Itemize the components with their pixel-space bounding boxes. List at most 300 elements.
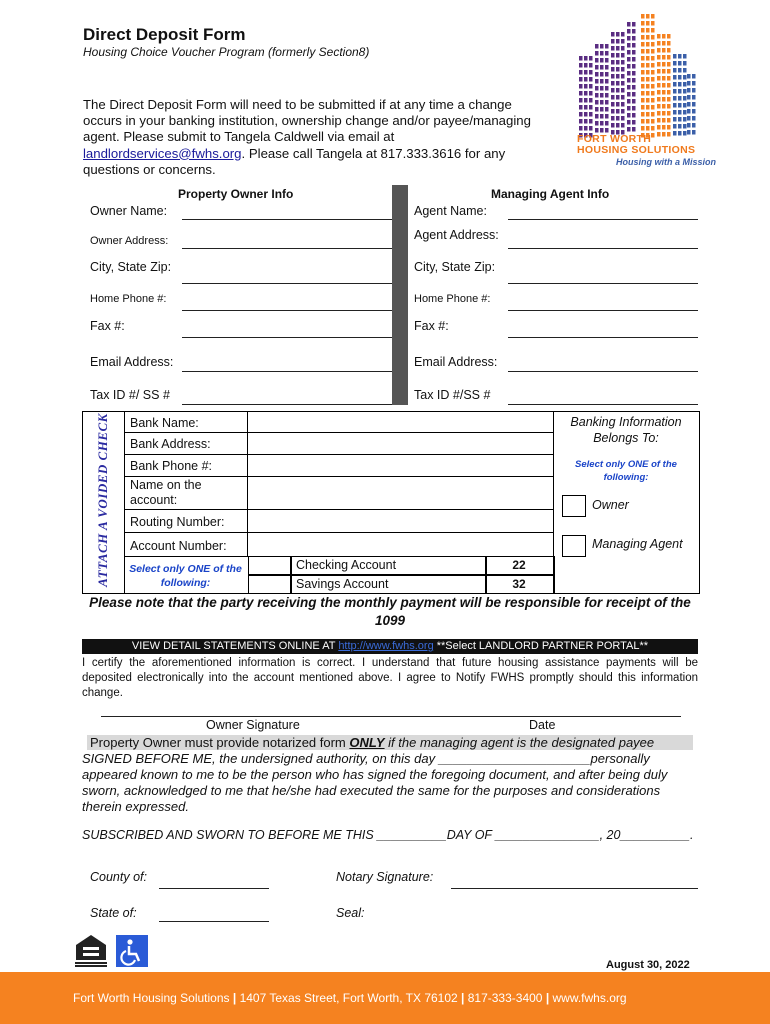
- logo-window: [646, 56, 650, 61]
- logo-window: [616, 39, 620, 44]
- logo-window: [678, 82, 682, 87]
- logo-window: [673, 117, 677, 122]
- checking-code: 22: [512, 558, 526, 572]
- logo-window: [621, 88, 625, 93]
- logo-window: [611, 102, 615, 107]
- logo-window: [641, 35, 645, 40]
- logo-window: [611, 109, 615, 114]
- logo-window: [667, 111, 671, 116]
- logo-window: [600, 65, 604, 70]
- logo-window: [667, 48, 671, 53]
- logo-window: [641, 84, 645, 89]
- notary-signature-label: Notary Signature:: [336, 870, 434, 884]
- logo-window: [657, 118, 661, 123]
- logo-window: [662, 41, 666, 46]
- logo-window: [687, 102, 691, 107]
- logo-window: [692, 88, 696, 93]
- logo-window: [651, 112, 655, 117]
- logo-window: [621, 123, 625, 128]
- owner-city-field[interactable]: [182, 283, 392, 284]
- agent-name-label: Agent Name:: [414, 204, 487, 218]
- agent-city-label: City, State Zip:: [414, 260, 496, 274]
- logo-window: [616, 102, 620, 107]
- logo-window: [641, 105, 645, 110]
- logo-window: [651, 91, 655, 96]
- logo-window: [662, 111, 666, 116]
- agent-name-field[interactable]: [508, 219, 698, 220]
- agent-city-field[interactable]: [508, 283, 698, 284]
- owner-phone-field[interactable]: [182, 310, 392, 311]
- fwhs-portal-link[interactable]: http://www.fwhs.org: [338, 640, 434, 652]
- account-name-label: Name on the account:: [130, 478, 202, 507]
- voided-check-label: ATTACH A VOIDED CHECK: [95, 413, 110, 587]
- logo-window: [627, 71, 631, 76]
- logo-window: [667, 62, 671, 67]
- logo-window: [605, 100, 609, 105]
- logo-window: [595, 65, 599, 70]
- logo-window: [667, 76, 671, 81]
- logo-window: [595, 107, 599, 112]
- footer: [0, 972, 770, 1024]
- logo-window: [584, 70, 588, 75]
- logo-window: [673, 61, 677, 66]
- owner-fax-label: Fax #:: [90, 319, 125, 333]
- logo-window: [673, 110, 677, 115]
- logo-window: [621, 109, 625, 114]
- logo-window: [657, 41, 661, 46]
- intro-paragraph: [83, 97, 553, 178]
- notary-only: ONLY: [349, 735, 385, 750]
- bank-phone-label: Bank Phone #:: [130, 459, 213, 473]
- logo-window: [579, 63, 583, 68]
- logo-window: [646, 105, 650, 110]
- owner-address-field[interactable]: [182, 248, 392, 249]
- notary-heading-text: Property Owner must provide notarized form: [90, 735, 350, 750]
- logo-window: [651, 14, 655, 19]
- logo-window: [605, 121, 609, 126]
- logo-window: [651, 28, 655, 33]
- logo-window: [632, 127, 636, 132]
- logo-window: [646, 42, 650, 47]
- owner-name-field[interactable]: [182, 219, 392, 220]
- email-link[interactable]: landlordservices@fwhs.org: [83, 145, 242, 161]
- logo-window: [611, 53, 615, 58]
- bank-phone-field[interactable]: [248, 455, 553, 476]
- logo-window: [692, 109, 696, 114]
- owner-fax-field[interactable]: [182, 337, 392, 338]
- logo-window: [600, 86, 604, 91]
- logo-window: [667, 41, 671, 46]
- logo-window: [632, 120, 636, 125]
- logo-window: [632, 92, 636, 97]
- agent-fax-label: Fax #:: [414, 319, 449, 333]
- logo-window: [667, 118, 671, 123]
- logo-window: [667, 34, 671, 39]
- logo-window: [611, 46, 615, 51]
- equal-housing-icon: [72, 933, 110, 969]
- logo-window: [611, 88, 615, 93]
- logo-window: [584, 63, 588, 68]
- logo-window: [616, 60, 620, 65]
- logo-window: [692, 123, 696, 128]
- logo-window: [579, 84, 583, 89]
- logo-window: [589, 105, 593, 110]
- logo-window: [579, 91, 583, 96]
- logo-window: [611, 32, 615, 37]
- logo-window: [641, 49, 645, 54]
- logo-window: [579, 70, 583, 75]
- logo-window: [589, 112, 593, 117]
- owner-option-label: Owner: [592, 498, 629, 512]
- notary-signature-field[interactable]: [451, 888, 698, 889]
- logo-window: [683, 61, 687, 66]
- logo-window: [616, 53, 620, 58]
- notary-heading: [87, 735, 693, 750]
- footer-separator: |: [232, 991, 237, 1005]
- logo-window: [651, 98, 655, 103]
- owner-checkbox[interactable]: [562, 495, 586, 517]
- logo-window: [589, 84, 593, 89]
- logo-window: [632, 99, 636, 104]
- logo-window: [657, 55, 661, 60]
- logo-window: [611, 60, 615, 65]
- logo-window: [605, 79, 609, 84]
- logo-window: [627, 57, 631, 62]
- logo-window: [627, 92, 631, 97]
- logo-window: [678, 75, 682, 80]
- logo-window: [632, 36, 636, 41]
- logo-window: [657, 34, 661, 39]
- logo-window: [605, 65, 609, 70]
- logo-window: [611, 81, 615, 86]
- agent-tax-field[interactable]: [508, 404, 698, 405]
- form-subtitle: Housing Choice Voucher Program (formerly Section8): [83, 45, 370, 59]
- logo-window: [589, 91, 593, 96]
- footer-web-link[interactable]: www.fwhs.org: [552, 991, 627, 1005]
- logo-window: [662, 125, 666, 130]
- logo-window: [605, 93, 609, 98]
- routing-field[interactable]: [248, 510, 553, 532]
- logo-window: [605, 51, 609, 56]
- owner-signature-label: Owner Signature: [206, 718, 300, 732]
- logo-window: [611, 123, 615, 128]
- logo-window: [692, 74, 696, 79]
- account-number-label: Account Number:: [130, 539, 227, 553]
- logo-window: [621, 32, 625, 37]
- agent-fax-field[interactable]: [508, 337, 698, 338]
- statements-bar-text: VIEW DETAIL STATEMENTS ONLINE AT: [131, 640, 339, 652]
- logo-window: [678, 96, 682, 101]
- logo-window: [687, 109, 691, 114]
- logo-window: [595, 86, 599, 91]
- agent-email-field[interactable]: [508, 371, 698, 372]
- logo-window: [641, 112, 645, 117]
- logo-window: [662, 83, 666, 88]
- logo-window: [657, 104, 661, 109]
- logo-window: [646, 70, 650, 75]
- logo-window: [646, 77, 650, 82]
- owner-address-label: Owner Address:: [90, 235, 169, 247]
- bank-col-divider: [124, 411, 125, 593]
- logo-window: [667, 55, 671, 60]
- logo-window: [641, 14, 645, 19]
- bank-name-field[interactable]: [248, 412, 553, 432]
- logo-window: [683, 82, 687, 87]
- logo-window: [641, 28, 645, 33]
- logo-window: [667, 90, 671, 95]
- agent-phone-field[interactable]: [508, 310, 698, 311]
- logo-window: [595, 93, 599, 98]
- logo-window: [667, 104, 671, 109]
- logo-window: [584, 105, 588, 110]
- logo-window: [584, 84, 588, 89]
- logo-window: [627, 127, 631, 132]
- logo-window: [651, 35, 655, 40]
- logo-window: [600, 51, 604, 56]
- owner-signature-line[interactable]: [101, 716, 681, 717]
- routing-label: Routing Number:: [130, 515, 225, 529]
- logo-window: [651, 77, 655, 82]
- logo-window: [641, 77, 645, 82]
- logo-window: [646, 91, 650, 96]
- logo-window: [632, 29, 636, 34]
- logo-window: [621, 116, 625, 121]
- logo-window: [616, 123, 620, 128]
- logo-window: [605, 128, 609, 133]
- logo-window: [657, 111, 661, 116]
- logo-window: [651, 70, 655, 75]
- logo-window: [646, 63, 650, 68]
- logo-window: [600, 114, 604, 119]
- belongs-to-label: Banking Information Belongs To:: [570, 415, 682, 445]
- logo-window: [632, 71, 636, 76]
- logo-window: [611, 39, 615, 44]
- logo-window: [616, 74, 620, 79]
- logo-window: [662, 62, 666, 67]
- logo-window: [616, 95, 620, 100]
- logo-window: [662, 104, 666, 109]
- logo-window: [683, 117, 687, 122]
- logo-window: [687, 95, 691, 100]
- logo-window: [600, 93, 604, 98]
- form-title: Direct Deposit Form: [83, 25, 246, 44]
- logo-tagline: Housing with a Mission: [616, 157, 717, 167]
- logo-window: [611, 67, 615, 72]
- logo-window: [683, 110, 687, 115]
- logo-window: [611, 95, 615, 100]
- state-field[interactable]: [159, 921, 269, 922]
- logo-window: [687, 116, 691, 121]
- logo-window: [646, 112, 650, 117]
- agent-checkbox[interactable]: [562, 535, 586, 557]
- savings-code: 32: [512, 577, 526, 591]
- owner-email-field[interactable]: [182, 371, 392, 372]
- logo-window: [678, 61, 682, 66]
- owner-email-label: Email Address:: [90, 355, 174, 369]
- logo-window: [683, 75, 687, 80]
- logo-window: [683, 103, 687, 108]
- logo-window: [632, 57, 636, 62]
- logo-window: [621, 102, 625, 107]
- logo-window: [687, 123, 691, 128]
- county-field[interactable]: [159, 888, 269, 889]
- logo-window: [687, 74, 691, 79]
- logo-window: [621, 74, 625, 79]
- logo-window: [641, 42, 645, 47]
- logo-window: [651, 126, 655, 131]
- date-stamp: August 30, 2022: [606, 959, 690, 971]
- logo-window: [678, 103, 682, 108]
- logo-window: [584, 119, 588, 124]
- logo-window: [667, 83, 671, 88]
- logo-window: [641, 70, 645, 75]
- logo-window: [651, 105, 655, 110]
- notary-heading-rest: if the managing agent is the designated payee: [384, 735, 655, 750]
- bank-address-label: Bank Address:: [130, 437, 211, 451]
- logo-window: [584, 56, 588, 61]
- owner-heading: Property Owner Info: [178, 187, 294, 201]
- intro-text: The Direct Deposit Form will need to be submitted if at any time a change occurs in your banking institution, ownership change and/or payee/managing agent. Please submit to Tangela Caldwell via email at: [83, 97, 531, 145]
- logo-window: [692, 81, 696, 86]
- logo-window: [595, 79, 599, 84]
- select-one-right-label: Select only ONE of the following:: [575, 459, 677, 483]
- logo-window: [632, 50, 636, 55]
- logo-window: [600, 72, 604, 77]
- subscribed-text: SUBSCRIBED AND SWORN TO BEFORE ME THIS __________DAY OF _______________, 20__________.: [82, 828, 694, 842]
- logo-window: [687, 81, 691, 86]
- logo-window: [600, 79, 604, 84]
- section-divider: [392, 185, 408, 405]
- logo-window: [662, 55, 666, 60]
- 1099-note: Please note that the party receiving the monthly payment will be responsible for receipt of the 1099: [89, 595, 691, 628]
- logo-window: [662, 34, 666, 39]
- logo-window: [673, 96, 677, 101]
- logo-window: [584, 126, 588, 131]
- logo-window: [692, 95, 696, 100]
- logo-window: [627, 113, 631, 118]
- logo-window: [662, 90, 666, 95]
- logo-window: [605, 114, 609, 119]
- logo-window: [605, 58, 609, 63]
- account-name-field[interactable]: [248, 477, 553, 509]
- voided-check-column: [83, 412, 124, 592]
- logo-window: [595, 121, 599, 126]
- owner-tax-field[interactable]: [182, 404, 392, 405]
- logo-window: [667, 125, 671, 130]
- logo-window: [595, 100, 599, 105]
- date-label: Date: [529, 718, 556, 732]
- logo-window: [621, 60, 625, 65]
- statements-bar-portal: **Select LANDLORD PARTNER PORTAL**: [433, 640, 649, 652]
- logo-window: [632, 64, 636, 69]
- logo-name: [577, 134, 695, 156]
- certification-text: I certify the aforementioned information is correct. I understand that future housing assistance payments will be deposited electronically into the account mentioned above. I agree to Notify FWHS promptly should this information change.: [82, 657, 698, 699]
- bank-address-field[interactable]: [248, 433, 553, 454]
- logo-window: [667, 69, 671, 74]
- logo-window: [627, 106, 631, 111]
- logo-window: [584, 98, 588, 103]
- logo-window: [627, 99, 631, 104]
- logo-window: [627, 120, 631, 125]
- logo-window: [616, 81, 620, 86]
- logo-window: [678, 68, 682, 73]
- logo-window: [589, 98, 593, 103]
- logo-window: [600, 107, 604, 112]
- logo-window: [683, 68, 687, 73]
- logo-window: [595, 128, 599, 133]
- logo-window: [600, 128, 604, 133]
- logo-window: [595, 114, 599, 119]
- logo-window: [600, 100, 604, 105]
- logo-window: [651, 119, 655, 124]
- logo-window: [621, 53, 625, 58]
- logo-window: [657, 90, 661, 95]
- county-label: County of:: [90, 870, 147, 884]
- logo-window: [621, 67, 625, 72]
- agent-address-field[interactable]: [508, 248, 698, 249]
- logo-window: [662, 76, 666, 81]
- savings-checkbox[interactable]: [248, 574, 292, 594]
- logo-window: [616, 109, 620, 114]
- intro-text-after: . Please call Tangela at 817.333.3616 for any questions or concerns.: [83, 145, 506, 177]
- logo-window: [621, 95, 625, 100]
- state-label: State of:: [90, 906, 137, 920]
- savings-label: Savings Account: [296, 577, 389, 591]
- logo-window: [589, 63, 593, 68]
- logo-window: [589, 126, 593, 131]
- logo-window: [600, 44, 604, 49]
- logo-window: [584, 112, 588, 117]
- account-number-field[interactable]: [248, 533, 553, 556]
- logo-window: [657, 83, 661, 88]
- accessibility-icon: [116, 935, 148, 967]
- bank-name-label: Bank Name:: [130, 416, 199, 430]
- logo-window: [627, 43, 631, 48]
- logo-window: [632, 78, 636, 83]
- logo-window: [673, 103, 677, 108]
- logo-window: [657, 97, 661, 102]
- logo-window: [632, 43, 636, 48]
- statements-bar: [82, 639, 698, 654]
- agent-email-label: Email Address:: [414, 355, 498, 369]
- logo-window: [662, 48, 666, 53]
- checking-label: Checking Account: [296, 558, 397, 572]
- logo-window: [600, 121, 604, 126]
- logo-window: [579, 98, 583, 103]
- logo-window: [579, 105, 583, 110]
- checking-checkbox[interactable]: [248, 556, 292, 576]
- agent-phone-label: Home Phone #:: [414, 293, 491, 305]
- logo-window: [589, 70, 593, 75]
- logo-window: [651, 63, 655, 68]
- owner-city-label: City, State Zip:: [90, 260, 172, 274]
- footer-separator: |: [545, 991, 550, 1005]
- logo-window: [678, 124, 682, 129]
- logo-window: [616, 88, 620, 93]
- agent-heading: Managing Agent Info: [491, 187, 610, 201]
- logo-window: [646, 21, 650, 26]
- logo-window: [673, 89, 677, 94]
- logo-window: [657, 69, 661, 74]
- logo-window: [673, 54, 677, 59]
- logo-window: [595, 72, 599, 77]
- logo-window: [579, 77, 583, 82]
- agent-address-label: Agent Address:: [414, 228, 499, 242]
- logo-window: [641, 63, 645, 68]
- logo-window: [662, 118, 666, 123]
- logo-window: [673, 82, 677, 87]
- footer-separator: |: [461, 991, 465, 1005]
